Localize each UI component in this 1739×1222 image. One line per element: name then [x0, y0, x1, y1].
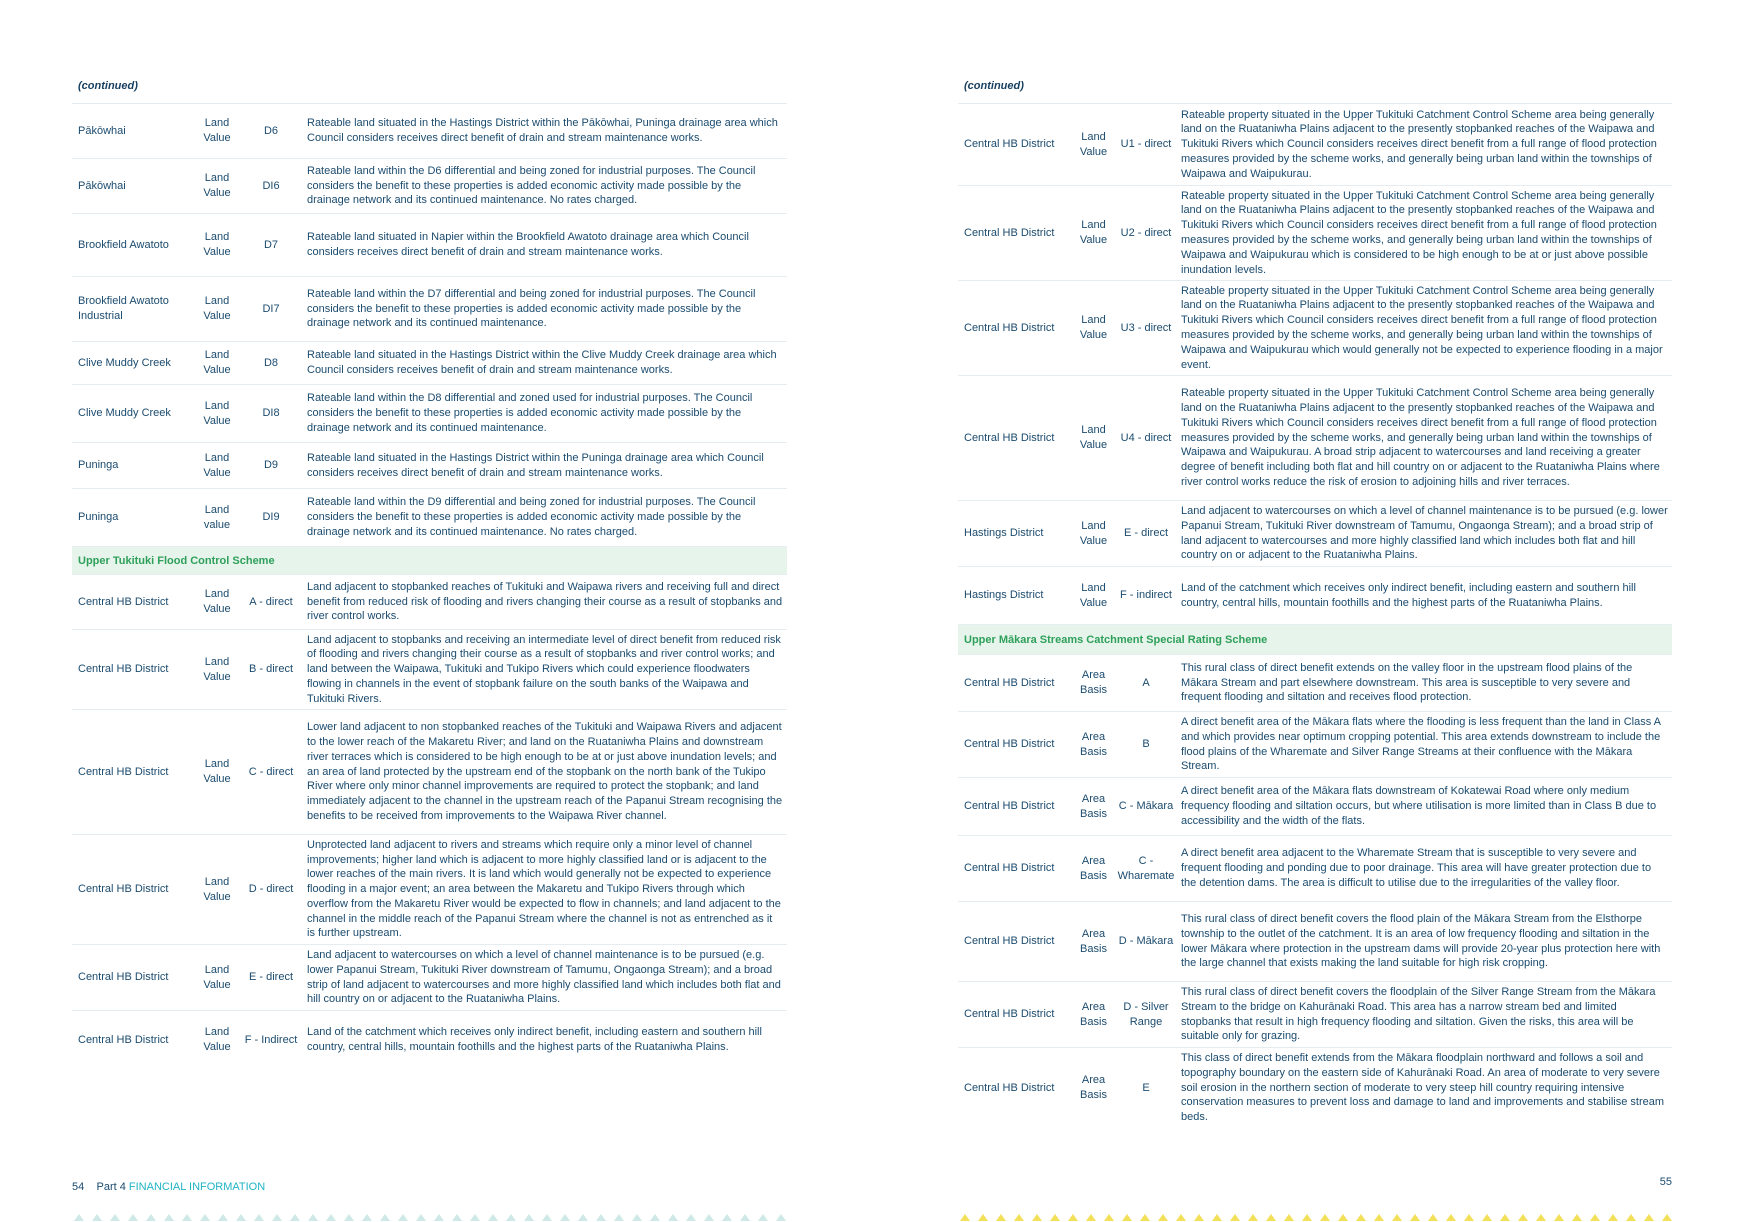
- triangle-ornament: [1446, 1214, 1456, 1221]
- description-cell: Rateable land situated in Napier within the Brookfield Awatoto drainage area which Council considers receives direct benefit of drain and stream maintenance works.: [307, 231, 749, 258]
- description-cell: Rateable property situated in the Upper Tukituki Catchment Control Scheme area being generally land on the Ruataniwha Plains adjacent to the presently stopbanked reaches of the Waipawa and Tukituki Rivers which Council considers receives direct benefit from a full range of flood protection measures provided by the scheme works, and generally being urban land within the townships of Waipawa and Waipukurau which would generally not be expected to experience flooding in a major event.: [1181, 284, 1663, 371]
- description-cell: Rateable land within the D6 differential and being zoned for industrial purposes. The Council considers the benefit to these properties is added economic activity made possible by the drainage network and its continued maintenance. No rates charged.: [307, 164, 756, 207]
- triangle-ornament: [398, 1214, 408, 1221]
- right-page: [958, 0, 1672, 1222]
- area-cell: Central HB District: [78, 883, 169, 896]
- table-row: [958, 982, 1672, 1048]
- basis-cell: Land Value: [1079, 581, 1108, 609]
- description-cell: Rateable land situated in the Hastings District within the Clive Muddy Creek drainage area which Council considers receives benefit of drain and stream maintenance works.: [307, 349, 777, 376]
- description-cell: A direct benefit area of the Mākara flats downstream of Kokatewai Road where only medium frequency flooding and siltation occurs, but where utilisation is more limited than in Class B due to accessibility and the width of the flats.: [1181, 785, 1657, 827]
- differential-cell: DI7: [262, 302, 280, 315]
- triangle-ornament: [146, 1214, 156, 1221]
- triangle-ornament: [1194, 1214, 1204, 1221]
- triangle-ornament: [560, 1214, 570, 1221]
- triangle-ornament: [1518, 1214, 1528, 1221]
- table-row: [72, 277, 787, 342]
- table-row: [958, 836, 1672, 902]
- triangle-ornament: [1338, 1214, 1348, 1221]
- triangle-ornament: [380, 1214, 390, 1221]
- description-cell: Rateable land within the D7 differential and being zoned for industrial purposes. The Council considers the benefit to these properties is added economic activity made possible by the drainage network and its continued maintenance.: [307, 287, 756, 330]
- area-cell: Central HB District: [964, 431, 1055, 444]
- basis-cell: Land Value: [203, 875, 231, 903]
- description-cell: Land adjacent to stopbanked reaches of Tukituki and Waipawa rivers and receiving full and direct benefit from reduced risk of flooding and rivers changing their course as a result of stopbanks and river control works.: [307, 580, 783, 623]
- table-row: [958, 376, 1672, 501]
- triangle-ornament: [488, 1214, 498, 1221]
- left-page: [72, 0, 787, 1222]
- differential-cell: D - Mākara: [1118, 935, 1174, 948]
- basis-cell: Land Value: [1079, 219, 1108, 246]
- triangle-ornament: [236, 1214, 246, 1221]
- triangle-ornament: [218, 1214, 228, 1221]
- triangle-ornament: [524, 1214, 534, 1221]
- table-row: [72, 710, 787, 835]
- area-cell: Central HB District: [78, 1033, 169, 1046]
- area-cell: Central HB District: [964, 935, 1055, 948]
- differential-cell: E - direct: [1123, 527, 1168, 540]
- area-cell: Hastings District: [964, 527, 1044, 540]
- area-cell: Central HB District: [964, 862, 1055, 875]
- description-cell: Rateable land situated in the Hastings District within the Puninga drainage area which Council considers receives direct benefit of drain and stream maintenance works.: [307, 451, 764, 479]
- differential-cell: B: [1142, 738, 1150, 751]
- triangle-ornament: [434, 1214, 444, 1221]
- triangle-ornament: [1608, 1214, 1618, 1221]
- description-cell: Unprotected land adjacent to rivers and streams which require only a minor level of channel improvements; higher land which is adjacent to more highly classified land or is adjacent to the lower reaches of the main rivers. It is land which would generally not be expected to experience flooding in a major event; an area between the Makaretu and Tukipo Rivers through which overflow from the Makaretu River would be expected to flow in channels; and land adjacent to the channel in the middle reach of the Papanui Stream where the channel is not as entrenched as it is further upstream.: [307, 838, 781, 940]
- triangle-ornament: [1050, 1214, 1060, 1221]
- area-cell: Pākōwhai: [78, 124, 126, 137]
- basis-cell: Area Basis: [1080, 1000, 1107, 1028]
- differential-cell: D - Silver Range: [1123, 1000, 1169, 1028]
- triangle-ornament: [1554, 1214, 1564, 1221]
- basis-cell: Land Value: [203, 1026, 231, 1053]
- page-number: 55: [1659, 1176, 1672, 1188]
- triangle-ornament: [1356, 1214, 1366, 1221]
- decorative-triangle-strip: [960, 1214, 1672, 1222]
- triangle-ornament: [1140, 1214, 1150, 1221]
- description-cell: Rateable land within the D8 differential and zoned used for industrial purposes. The Council considers the benefit to these properties is added economic activity made possible by the drainage network and its continued maintenance.: [307, 392, 753, 434]
- continued-label: (continued): [78, 80, 138, 92]
- triangle-ornament: [290, 1214, 300, 1221]
- triangle-ornament: [506, 1214, 516, 1221]
- triangle-ornament: [272, 1214, 282, 1221]
- triangle-ornament: [978, 1214, 988, 1221]
- basis-cell: Area Basis: [1080, 1074, 1107, 1101]
- basis-cell: Land Value: [1079, 519, 1108, 547]
- differential-cell: F - indirect: [1120, 589, 1172, 602]
- triangle-ornament: [1212, 1214, 1222, 1221]
- description-cell: A direct benefit area adjacent to the Wharemate Stream that is susceptible to very severe and frequent flooding and ponding due to poor drainage. This area will have greater protection due to the detention dams. The area is difficult to utilise due to the irregularities of the valley floor.: [1181, 847, 1652, 889]
- triangle-ornament: [416, 1214, 426, 1221]
- basis-cell: Land Value: [203, 172, 231, 199]
- table-row: [958, 567, 1672, 625]
- differential-cell: C - Mākara: [1118, 800, 1174, 813]
- triangle-ornament: [362, 1214, 372, 1221]
- description-cell: Land adjacent to watercourses on which a level of channel maintenance is to be pursued (e.g. lower Papanui Stream, Tukituki River downstream of Tamumu, Ongaonga Stream); and a broad strip of land adjacent to watercourses and more highly classified land which includes both flat and hill country on or adjacent to the Ruataniwha Plains.: [1181, 504, 1668, 562]
- triangle-ornament: [578, 1214, 588, 1221]
- triangle-ornament: [1068, 1214, 1078, 1221]
- rating-table: [958, 103, 1672, 1128]
- triangle-ornament: [1320, 1214, 1330, 1221]
- table-row: [958, 281, 1672, 376]
- area-cell: Central HB District: [964, 226, 1055, 239]
- table-row: [958, 1048, 1672, 1128]
- area-cell: Brookfield Awatoto Industrial: [78, 295, 169, 322]
- triangle-ornament: [326, 1214, 336, 1221]
- footer-section: FINANCIAL INFORMATION: [128, 1181, 266, 1193]
- basis-cell: Land Value: [203, 117, 231, 144]
- area-cell: Central HB District: [78, 663, 169, 676]
- triangle-ornament: [596, 1214, 606, 1221]
- section-heading: Upper Tukituki Flood Control Scheme: [72, 547, 787, 575]
- triangle-ornament: [614, 1214, 624, 1221]
- triangle-ornament: [960, 1214, 970, 1221]
- page-number: 54: [72, 1181, 85, 1193]
- area-cell: Central HB District: [78, 971, 169, 984]
- basis-cell: Land Value: [203, 588, 231, 615]
- description-cell: Land of the catchment which receives only indirect benefit, including eastern and southern hill country, central hills, mountain foothills and the highest parts of the Ruataniwha Plains.: [1181, 581, 1636, 609]
- triangle-ornament: [1032, 1214, 1042, 1221]
- table-row: [72, 630, 787, 710]
- basis-cell: Area Basis: [1080, 730, 1107, 758]
- triangle-ornament: [1662, 1214, 1672, 1221]
- triangle-ornament: [1590, 1214, 1600, 1221]
- triangle-ornament: [1122, 1214, 1132, 1221]
- triangle-ornament: [1086, 1214, 1096, 1221]
- basis-cell: Land Value: [1079, 424, 1108, 451]
- basis-cell: Area Basis: [1080, 927, 1107, 955]
- triangle-ornament: [470, 1214, 480, 1221]
- triangle-ornament: [200, 1214, 210, 1221]
- area-cell: Central HB District: [78, 595, 169, 608]
- basis-cell: Land value: [203, 503, 231, 531]
- continued-label: (continued): [964, 80, 1024, 92]
- triangle-ornament: [1392, 1214, 1402, 1221]
- differential-cell: DI9: [262, 511, 280, 524]
- basis-cell: Area Basis: [1080, 792, 1107, 820]
- table-row: [958, 186, 1672, 281]
- table-row: [72, 443, 787, 489]
- triangle-ornament: [776, 1214, 786, 1221]
- triangle-ornament: [254, 1214, 264, 1221]
- differential-cell: D8: [263, 356, 279, 369]
- basis-cell: Land Value: [203, 349, 231, 376]
- description-cell: Lower land adjacent to non stopbanked reaches of the Tukituki and Waipawa Rivers and adjacent to the lower reach of the Makaretu River; and land on the Ruataniwha Plains and downstream river terraces which is considered to be high enough to be at or just above inundation levels; and an area of land protected by the upstream end of the stopbank on the north bank of the Tukipo River where only minor channel improvements are required to protect the stopbank; and land immediately adjacent to the channel in the upstream reach of the Papanui Stream recognising the benefits to be received from improvements to the Waipawa River channel.: [307, 721, 783, 822]
- area-cell: Pākōwhai: [78, 179, 126, 192]
- basis-cell: Land Value: [203, 758, 231, 785]
- differential-cell: C - Wharemate: [1117, 854, 1175, 882]
- triangle-ornament: [1374, 1214, 1384, 1221]
- description-cell: This class of direct benefit extends from the Mākara floodplain northward and follows a soil and topography boundary on the eastern side of Kahurānaki Road. An area of moderate to very severe soil erosion in the northern section of moderate to very steep hill country requiring intensive conservation measures to prevent loss and damage to land and improvements and stabilise stream beds.: [1181, 1052, 1665, 1124]
- description-cell: Rateable property situated in the Upper Tukituki Catchment Control Scheme area being generally land on the Ruataniwha Plains adjacent to the presently stopbanked reaches of the Waipawa and Tukituki Rivers which Council considers receives direct benefit from a full range of flood protection measures provided by the scheme works, and generally being urban land within the townships of Waipawa and Waipukurau. A broad strip adjacent to watercourses and land receiving a greater degree of benefit including both flat and hill country on or adjacent to the Ruataniwha Plains where river control works reduce the risk of erosion to adjoining hills and river terraces.: [1181, 387, 1660, 488]
- differential-cell: B - direct: [248, 663, 293, 676]
- basis-cell: Land Value: [203, 295, 231, 322]
- triangle-ornament: [1248, 1214, 1258, 1221]
- table-row: [72, 214, 787, 277]
- triangle-ornament: [344, 1214, 354, 1221]
- table-row: [72, 575, 787, 630]
- description-cell: This rural class of direct benefit covers the flood plain of the Mākara Stream from the Elsthorpe township to the outlet of the catchment. It is an area of low frequency flooding and siltation in the lower Mākara where protection in the upstream dams will provide 20-year plus protection here with the large channel that exists making the land suitable for high risk cropping.: [1181, 912, 1661, 970]
- area-cell: Central HB District: [964, 738, 1055, 751]
- description-cell: This rural class of direct benefit covers the floodplain of the Silver Range Stream from the Mākara Stream to the bridge on Kahurānaki Road. This area has a narrow stream bed and limited stopbanks that result in high frequency flooding and siltation. Given the risks, this area will be suitable only for grazing.: [1181, 985, 1656, 1043]
- table-row: [72, 1011, 787, 1069]
- triangle-ornament: [722, 1214, 732, 1221]
- table-row: [958, 501, 1672, 567]
- area-cell: Clive Muddy Creek: [78, 407, 171, 420]
- triangle-ornament: [1176, 1214, 1186, 1221]
- description-cell: Rateable land situated in the Hastings District within the Pākōwhai, Puninga drainage area which Council considers receives direct benefit of drain and stream maintenance works.: [307, 117, 778, 144]
- table-row: [72, 835, 787, 945]
- area-cell: Central HB District: [78, 765, 169, 778]
- triangle-ornament: [1302, 1214, 1312, 1221]
- description-cell: Rateable property situated in the Upper Tukituki Catchment Control Scheme area being generally land on the Ruataniwha Plains adjacent to the presently stopbanked reaches of the Waipawa and Tukituki Rivers which Council considers receives direct benefit from a full range of flood protection measures provided by the scheme works, and generally being urban land within the townships of Waipawa and Waipukurau.: [1181, 108, 1657, 180]
- basis-cell: Land Value: [203, 231, 231, 258]
- description-cell: Land of the catchment which receives only indirect benefit, including eastern and southern hill country, central hills, mountain foothills and the highest parts of the Ruataniwha Plains.: [307, 1026, 762, 1053]
- table-row: [958, 712, 1672, 778]
- table-row: [958, 902, 1672, 982]
- differential-cell: U4 - direct: [1120, 431, 1172, 444]
- triangle-ornament: [74, 1214, 84, 1221]
- triangle-ornament: [686, 1214, 696, 1221]
- page-footer: [72, 1181, 265, 1193]
- table-row: [72, 385, 787, 443]
- section-heading: Upper Mākara Streams Catchment Special Rating Scheme: [958, 625, 1672, 655]
- triangle-ornament: [1464, 1214, 1474, 1221]
- area-cell: Central HB District: [964, 1081, 1055, 1094]
- table-row: [72, 104, 787, 159]
- differential-cell: U2 - direct: [1120, 226, 1172, 239]
- differential-cell: C - direct: [248, 765, 294, 778]
- area-cell: Central HB District: [964, 138, 1055, 151]
- differential-cell: D9: [263, 459, 279, 472]
- triangle-ornament: [1230, 1214, 1240, 1221]
- triangle-ornament: [1014, 1214, 1024, 1221]
- table-row: [72, 489, 787, 547]
- decorative-triangle-strip: [74, 1214, 786, 1222]
- basis-cell: Area Basis: [1080, 669, 1107, 696]
- description-cell: Land adjacent to stopbanks and receiving an intermediate level of direct benefit from reduced risk of flooding and rivers changing their course as a result of stopbanks and river control works; and land between the Waipawa, Tukituki and Tukipo Rivers which could experience floodwaters flowing in channels in the event of stopbank failure on the south banks of the Waipawa and Tukituki Rivers.: [307, 633, 781, 705]
- differential-cell: DI6: [262, 179, 280, 192]
- table-row: [72, 159, 787, 214]
- table-row: [72, 945, 787, 1011]
- differential-cell: F - Indirect: [244, 1033, 298, 1046]
- triangle-ornament: [1500, 1214, 1510, 1221]
- basis-cell: Land Value: [1079, 130, 1108, 158]
- basis-cell: Land Value: [203, 399, 231, 427]
- area-cell: Central HB District: [964, 676, 1055, 689]
- triangle-ornament: [128, 1214, 138, 1221]
- triangle-ornament: [740, 1214, 750, 1221]
- triangle-ornament: [1644, 1214, 1654, 1221]
- triangle-ornament: [92, 1214, 102, 1221]
- description-cell: A direct benefit area of the Mākara flats where the flooding is less frequent than the land in Class A and which provides near optimum cropping potential. This area extends downstream to include the flood plains of the Wharemate and Silver Range Streams at their confluence with the Mākara Stream.: [1181, 715, 1661, 773]
- table-row: [958, 778, 1672, 836]
- differential-cell: A: [1142, 676, 1150, 689]
- differential-cell: DI8: [262, 407, 280, 420]
- area-cell: Clive Muddy Creek: [78, 356, 171, 369]
- differential-cell: D - direct: [248, 883, 294, 896]
- triangle-ornament: [110, 1214, 120, 1221]
- area-cell: Brookfield Awatoto: [78, 238, 169, 251]
- differential-cell: D7: [263, 238, 279, 251]
- basis-cell: Land Value: [203, 451, 231, 479]
- triangle-ornament: [1428, 1214, 1438, 1221]
- triangle-ornament: [1410, 1214, 1420, 1221]
- triangle-ornament: [1482, 1214, 1492, 1221]
- footer-part: Part 4: [96, 1181, 126, 1193]
- table-row: [72, 342, 787, 385]
- triangle-ornament: [308, 1214, 318, 1221]
- triangle-ornament: [452, 1214, 462, 1221]
- triangle-ornament: [1626, 1214, 1636, 1221]
- triangle-ornament: [1266, 1214, 1276, 1221]
- triangle-ornament: [1104, 1214, 1114, 1221]
- triangle-ornament: [164, 1214, 174, 1221]
- area-cell: Central HB District: [964, 800, 1055, 813]
- triangle-ornament: [632, 1214, 642, 1221]
- area-cell: Central HB District: [964, 321, 1055, 334]
- triangle-ornament: [1158, 1214, 1168, 1221]
- triangle-ornament: [542, 1214, 552, 1221]
- differential-cell: E - direct: [248, 971, 293, 984]
- rating-table: [72, 103, 787, 1069]
- table-row: [958, 104, 1672, 186]
- triangle-ornament: [182, 1214, 192, 1221]
- triangle-ornament: [668, 1214, 678, 1221]
- basis-cell: Land Value: [203, 963, 231, 991]
- triangle-ornament: [1572, 1214, 1582, 1221]
- description-cell: Rateable property situated in the Upper Tukituki Catchment Control Scheme area being generally land on the Ruataniwha Plains adjacent to the presently stopbanked reaches of the Waipawa and Tukituki Rivers which Council considers receives direct benefit from a full range of flood protection measures provided by the scheme works, and generally being urban land within the townships of Waipawa and Waipukurau which is considered to be high enough to be at or just above possible inundation levels.: [1181, 189, 1657, 276]
- description-cell: This rural class of direct benefit extends on the valley floor in the upstream flood plains of the Mākara Stream and part elsewhere downstream. This area is susceptible to very severe and frequent flooding and siltation and receives flood protection.: [1181, 661, 1633, 704]
- description-cell: Land adjacent to watercourses on which a level of channel maintenance is to be pursued (e.g. lower Papanui Stream, Tukituki River downstream of Tamumu, Ongaonga Stream); and a broad strip of land adjacent to watercourses and more highly classified land which includes both flat and hill country on or adjacent to the Ruataniwha Plains.: [307, 948, 781, 1006]
- area-cell: Puninga: [78, 511, 119, 524]
- basis-cell: Area Basis: [1080, 854, 1107, 882]
- triangle-ornament: [758, 1214, 768, 1221]
- triangle-ornament: [704, 1214, 714, 1221]
- basis-cell: Land Value: [203, 655, 231, 683]
- differential-cell: A - direct: [249, 595, 293, 608]
- differential-cell: D6: [263, 124, 279, 137]
- description-cell: Rateable land within the D9 differential and being zoned for industrial purposes. The Council considers the benefit to these properties is added economic activity made possible by the drainage network and its continued maintenance. No rates charged.: [307, 496, 756, 538]
- area-cell: Central HB District: [964, 1008, 1055, 1021]
- area-cell: Puninga: [78, 459, 119, 472]
- differential-cell: U3 - direct: [1120, 321, 1172, 334]
- triangle-ornament: [1536, 1214, 1546, 1221]
- table-row: [958, 655, 1672, 712]
- basis-cell: Land Value: [1079, 314, 1108, 341]
- triangle-ornament: [650, 1214, 660, 1221]
- differential-cell: U1 - direct: [1120, 138, 1172, 151]
- triangle-ornament: [1284, 1214, 1294, 1221]
- triangle-ornament: [996, 1214, 1006, 1221]
- differential-cell: E: [1142, 1081, 1150, 1094]
- area-cell: Hastings District: [964, 589, 1044, 602]
